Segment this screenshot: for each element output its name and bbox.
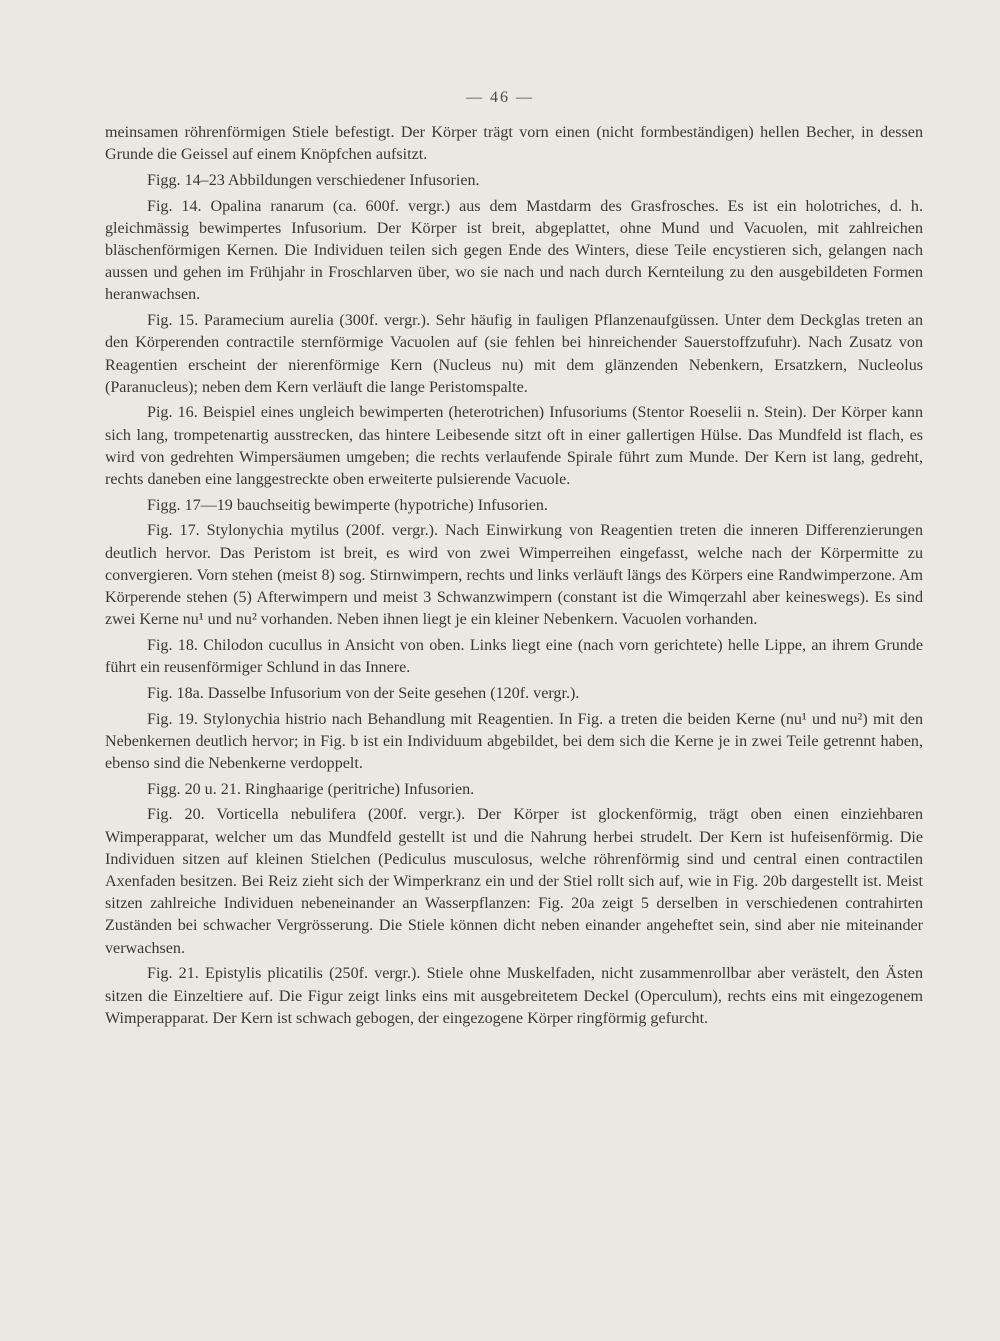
paragraph-fig-20: Fig. 20. Vorticella nebulifera (200f. vergr.). Der Körper ist glockenförmig, trägt oben einen einziehbaren Wimperapparat, welcher um das Mundfeld gestellt ist und die Nahrung herbei strudelt. Der Kern ist hufeisenförmig. Die Individuen sitzen auf kleinen Stielchen (Pediculus musculosus, welche röhrenförmig sind und central einen contractilen Axenfaden besitzen. Bei Reiz zieht sich der Wimperkranz ein und der Stiel rollt sich auf, wie in Fig. 20b dargestellt ist. Meist sitzen zahlreiche Individuen nebeneinander an Wasserpflanzen: Fig. 20a zeigt 5 derselben in verschiedenen contrahirten Zuständen bei schwacher Vergrösserung. Die Stiele können dicht neben einander angeheftet sein, sind aber nie miteinander verwachsen.	[105, 806, 923, 957]
paragraph-fig-19: Fig. 19. Stylonychia histrio nach Behandlung mit Reagentien. In Fig. a treten die beiden Kerne (nu¹ und nu²) mit den Nebenkernen deutlich hervor; in Fig. b ist ein Individuum abgebildet, bei dem sich die Kerne je in zwei Teile getrennt haben, ebenso sind die Nebenkerne verdoppelt.	[105, 710, 923, 772]
body-text	[105, 122, 923, 1033]
paragraph-fig-15: Fig. 15. Paramecium aurelia (300f. vergr.). Sehr häufig in fauligen Pflanzenaufgüssen. Unter dem Deckglas treten an den Körperenden contractile sternförmige Vacuolen auf (sie fehlen bei hinreichender Sauerstoffzufuhr). Nach Zusatz von Reagentien erscheint der nierenförmige Kern (Nucleus nu) mit dem glänzenden Nebenkern, Ersatzkern, Nucleolus (Paranucleus); neben dem Kern verläuft die lange Peristomspalte.	[105, 312, 923, 396]
paragraph-fig-17: Fig. 17. Stylonychia mytilus (200f. vergr.). Nach Einwirkung von Reagentien treten die inneren Differenzierungen deutlich hervor. Das Peristom ist breit, es wird von zwei Wimperreihen eingefasst, welche nach der Körpermitte zu convergieren. Vorn stehen (meist 8) sog. Stirnwimpern, rechts und links verläuft längs des Körpers eine Randwimperzone. Am Körperende stehen (5) Afterwimpern und meist 3 Schwanzwimpern (constant ist die Wimqerzahl aber keineswegs). Es sind zwei Kerne nu¹ und nu² vorhanden. Neben ihnen liegt je ein kleiner Nebenkern. Vacuolen vorhanden.	[105, 522, 923, 629]
paragraph-figs-17-19: Figg. 17—19 bauchseitig bewimperte (hypotriche) Infusorien.	[147, 496, 548, 514]
paragraph-fig-18: Fig. 18. Chilodon cucullus in Ansicht von oben. Links liegt eine (nach vorn gerichtete) helle Lippe, an ihrem Grunde führt ein reusenförmiger Schlund in das Innere.	[105, 636, 923, 677]
paragraph-fig-16: Pig. 16. Beispiel eines ungleich bewimperten (heterotrichen) Infusoriums (Stentor Roeselii n. Stein). Der Körper kann sich lang, trompetenartig ausstrecken, das hintere Leibesende sitzt oft in einer gallertigen Hülse. Das Mundfeld ist flach, es wird von gedrehten Wimpersäumen umgeben; die rechts verlaufende Spirale führt zum Munde. Der Kern ist lang, gedreht, rechts daneben eine langgestreckte oben erweiterte pulsierende Vacuole.	[105, 404, 923, 489]
paragraph-fig-14: Fig. 14. Opalina ranarum (ca. 600f. vergr.) aus dem Mastdarm des Grasfrosches. Es ist ein holotriches, d. h. gleichmässig bewimpertes Infusorium. Der Körper ist breit, abgeplattet, ohne Mund und Vacuolen, mit zahlreichen bläschenförmigen Kernen. Die Individuen teilen sich gegen Ende des Winters, diese Teile encystieren sich, gelangen nach aussen und gehen im Frühjahr in Froschlarven über, wo sie nach und nach durch Kernteilung zu den ausgebildeten Formen heranwachsen.	[105, 197, 923, 304]
paragraph-continuation: meinsamen röhrenförmigen Stiele befestigt. Der Körper trägt vorn einen (nicht formbeständigen) hellen Becher, in dessen Grunde die Geissel auf einem Knöpfchen aufsitzt.	[105, 124, 923, 164]
paragraph-figs-14-23: Figg. 14–23 Abbildungen verschiedener Infusorien.	[147, 171, 480, 189]
page-number: — 46 —	[466, 89, 534, 106]
paragraph-fig-18a: Fig. 18a. Dasselbe Infusorium von der Seite gesehen (120f. vergr.).	[147, 684, 580, 702]
paragraph-fig-21: Fig. 21. Epistylis plicatilis (250f. vergr.). Stiele ohne Muskelfaden, nicht zusammenrollbar aber verästelt, den Ästen sitzen die Einzeltiere auf. Die Figur zeigt links eins mit ausgebreitetem Deckel (Operculum), rechts eins mit eingezogenem Wimperapparat. Der Kern ist schwach gebogen, der eingezogene Körper ringförmig gefurcht.	[105, 965, 923, 1027]
paragraph-figs-20-21: Figg. 20 u. 21. Ringhaarige (peritriche) Infusorien.	[147, 780, 475, 798]
